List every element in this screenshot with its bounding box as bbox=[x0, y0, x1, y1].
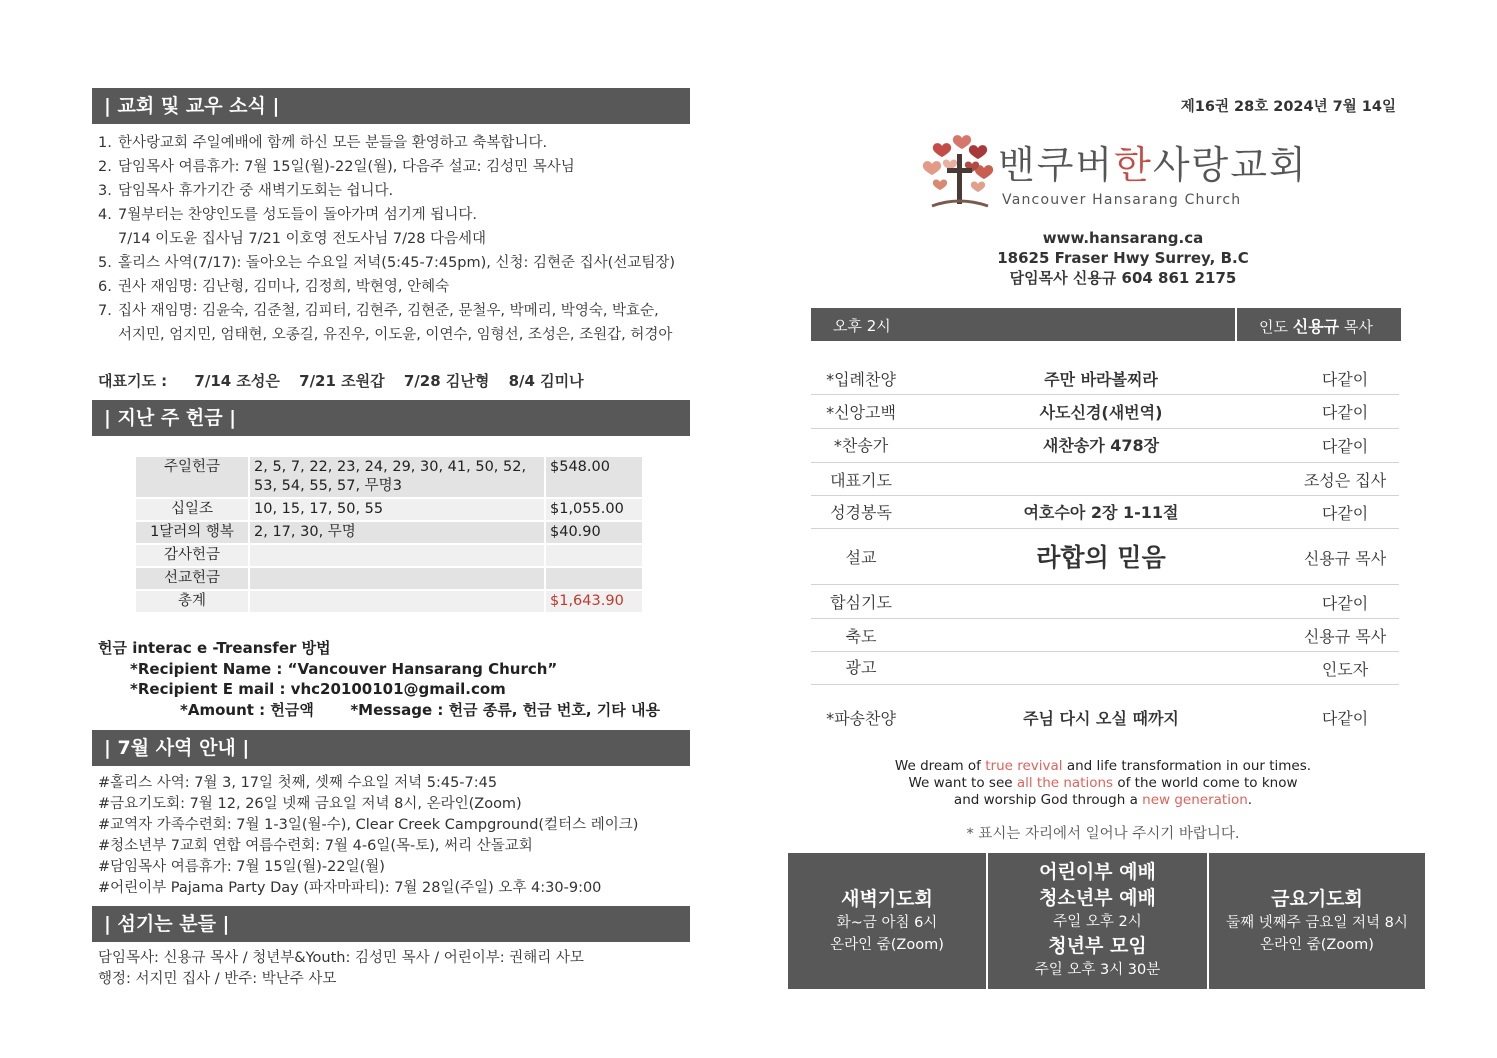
table-row: 1달러의 행복 2, 17, 30, 무명 $40.90 bbox=[135, 521, 643, 544]
etransfer-message: *Message : 헌금 종류, 헌금 번호, 기타 내용 bbox=[350, 700, 660, 719]
prayer-label: 대표기도 : bbox=[98, 372, 168, 390]
issue-date: 제16권 28호 2024년 7월 14일 bbox=[1180, 99, 1396, 115]
list-item-continued: 서지민, 엄지민, 엄태현, 오종길, 유진우, 이도윤, 이연수, 임형선, 조성은, 조원갑, 허경아 bbox=[118, 327, 673, 343]
table-row: 감사헌금 bbox=[135, 544, 643, 567]
service-time: 오후 2시 bbox=[833, 317, 891, 335]
logo-english-name: Vancouver Hansarang Church bbox=[1002, 192, 1242, 208]
logo-korean-name: 밴쿠버한사랑교회 bbox=[998, 143, 1308, 187]
prayer-schedule bbox=[98, 370, 598, 391]
july-section-title: | 7월 사역 안내 | bbox=[92, 730, 690, 766]
worship-order-row: *신앙고백 사도신경(새번역) 다같이 bbox=[811, 394, 1399, 429]
service-header bbox=[811, 308, 1401, 341]
etransfer-recipient-email: *Recipient E mail : vhc20100101@gmail.com bbox=[130, 680, 506, 698]
etransfer-title: 헌금 interac e -Treansfer 방법 bbox=[98, 639, 331, 657]
list-item: 담임목사: 신용규 목사 / 청년부&Youth: 김성민 목사 / 어린이부: 권해리 사모 bbox=[98, 950, 584, 966]
offering-section-title: | 지난 주 헌금 | bbox=[92, 400, 690, 436]
worship-order-row: 대표기도 조성은 집사 bbox=[811, 462, 1399, 496]
list-item: 5. 홀리스 사역(7/17): 돌아오는 수요일 저녁(5:45-7:45pm), 신청: 김현준 집사(선교팀장) bbox=[98, 255, 676, 271]
pastor-contact: 담임목사 신용규 604 861 2175 bbox=[1009, 269, 1237, 287]
worship-order-row: 축도 신용규 목사 bbox=[811, 618, 1399, 652]
list-item: #어린이부 Pajama Party Day (파자마파티): 7월 28일(주일) 오후 4:30-9:00 bbox=[98, 880, 602, 896]
list-item: 3. 담임목사 휴가기간 중 새벽기도회는 쉽니다. bbox=[98, 183, 394, 199]
list-item: 행정: 서지민 집사 / 반주: 박난주 사모 bbox=[98, 971, 337, 987]
church-address: 18625 Fraser Hwy Surrey, B.C bbox=[997, 249, 1249, 267]
list-item: #금요기도회: 7월 12, 26일 넷째 금요일 저녁 8시, 온라인(Zoom) bbox=[98, 796, 522, 812]
service-leader: 인도 신용규 목사 bbox=[1259, 317, 1373, 336]
prayer-item: 8/4 김미나 bbox=[508, 372, 584, 390]
worship-order-row: *찬송가 새찬송가 478장 다같이 bbox=[811, 428, 1399, 463]
staff-section-title: | 섬기는 분들 | bbox=[92, 906, 690, 942]
worship-order-row-sermon: 설교 라합의 믿음 신용규 목사 bbox=[811, 528, 1399, 585]
list-item: 1. 한사랑교회 주일예배에 함께 하신 모든 분들을 환영하고 축복합니다. bbox=[98, 135, 548, 151]
standing-note: * 표시는 자리에서 일어나 주시기 바랍니다. bbox=[966, 826, 1240, 842]
list-item: 2. 담임목사 여름휴가: 7월 15일(월)-22일(월), 다음주 설교: 김성민 목사님 bbox=[98, 159, 575, 175]
table-row-total: 총계 $1,643.90 bbox=[135, 590, 643, 613]
table-row: 선교헌금 bbox=[135, 567, 643, 590]
worship-order-row: *입례찬양 주만 바라볼찌라 다같이 bbox=[811, 360, 1399, 395]
staff-list bbox=[98, 948, 584, 990]
list-item: 6. 권사 재임명: 김난형, 김미나, 김정희, 박현영, 안혜숙 bbox=[98, 279, 450, 295]
kids-youth-worship-box: 어린이부 예배 청소년부 예배 주일 오후 2시 청년부 모임 주일 오후 3시 30분 bbox=[988, 853, 1207, 989]
news-section-title: | 교회 및 교우 소식 | bbox=[92, 88, 690, 124]
news-list bbox=[98, 131, 698, 347]
prayer-item: 7/28 김난형 bbox=[403, 372, 490, 390]
prayer-item: 7/21 조원갑 bbox=[299, 372, 385, 390]
list-item: #청소년부 7교회 연합 여름수련회: 7월 4-6일(목-토), 써리 산돌교회 bbox=[98, 838, 533, 854]
heart-tree-cross-icon bbox=[922, 128, 996, 212]
worship-order-row: 합심기도 다같이 bbox=[811, 584, 1399, 619]
dawn-prayer-box: 새벽기도회 화~금 아침 6시 온라인 줌(Zoom) bbox=[788, 853, 986, 989]
sermon-title: 라합의 믿음 bbox=[1036, 543, 1166, 572]
worship-order-row: *파송찬양 주님 다시 오실 때까지 다같이 bbox=[826, 709, 1369, 728]
etransfer-amount: *Amount : 헌금액 bbox=[180, 700, 314, 719]
list-item: #교역자 가족수련회: 7월 1-3일(월-수), Clear Creek Campground(컬터스 레이크) bbox=[98, 817, 639, 833]
etransfer-info bbox=[98, 638, 660, 720]
etransfer-recipient-name: *Recipient Name : “Vancouver Hansarang Church” bbox=[130, 659, 558, 678]
table-row: 주일헌금 2, 5, 7, 22, 23, 24, 29, 30, 41, 50, 52, 53, 54, 55, 57, 무명3 $548.00 bbox=[135, 456, 643, 498]
offering-total: $1,643.90 bbox=[545, 590, 643, 613]
church-logo bbox=[922, 128, 1308, 212]
friday-prayer-box: 금요기도회 둘째 넷째주 금요일 저녁 8시 온라인 줌(Zoom) bbox=[1209, 853, 1425, 989]
list-item-continued: 7/14 이도윤 집사님 7/21 이호영 전도사님 7/28 다음세대 bbox=[118, 231, 487, 247]
list-item: 7. 집사 재임명: 김윤숙, 김준철, 김피터, 김현주, 김현준, 문철우, 박메리, 박영숙, 박효순, bbox=[98, 303, 659, 319]
list-item: #홀리스 사역: 7월 3, 17일 첫째, 셋째 수요일 저녁 5:45-7:45 bbox=[98, 775, 498, 791]
list-item: 4. 7월부터는 찬양인도를 성도들이 돌아가며 섬기게 됩니다. bbox=[98, 207, 478, 223]
table-row: 십일조 10, 15, 17, 50, 55 $1,055.00 bbox=[135, 498, 643, 521]
prayer-item: 7/14 조성은 bbox=[194, 372, 280, 390]
website-link[interactable]: www.hansarang.ca bbox=[1042, 229, 1204, 247]
worship-order-row: 광고 인도자 bbox=[811, 651, 1399, 685]
church-vision: We dream of true revival and life transformation in our times. We want to see all the nations of the world come to know and worship God through a new generation. bbox=[894, 758, 1312, 808]
july-schedule-list bbox=[98, 773, 638, 899]
list-item: #담임목사 여름휴가: 7월 15일(월)-22일(월) bbox=[98, 859, 385, 875]
worship-order-row: 성경봉독 여호수아 2장 1-11절 다같이 bbox=[811, 495, 1399, 529]
offering-table bbox=[134, 455, 644, 614]
